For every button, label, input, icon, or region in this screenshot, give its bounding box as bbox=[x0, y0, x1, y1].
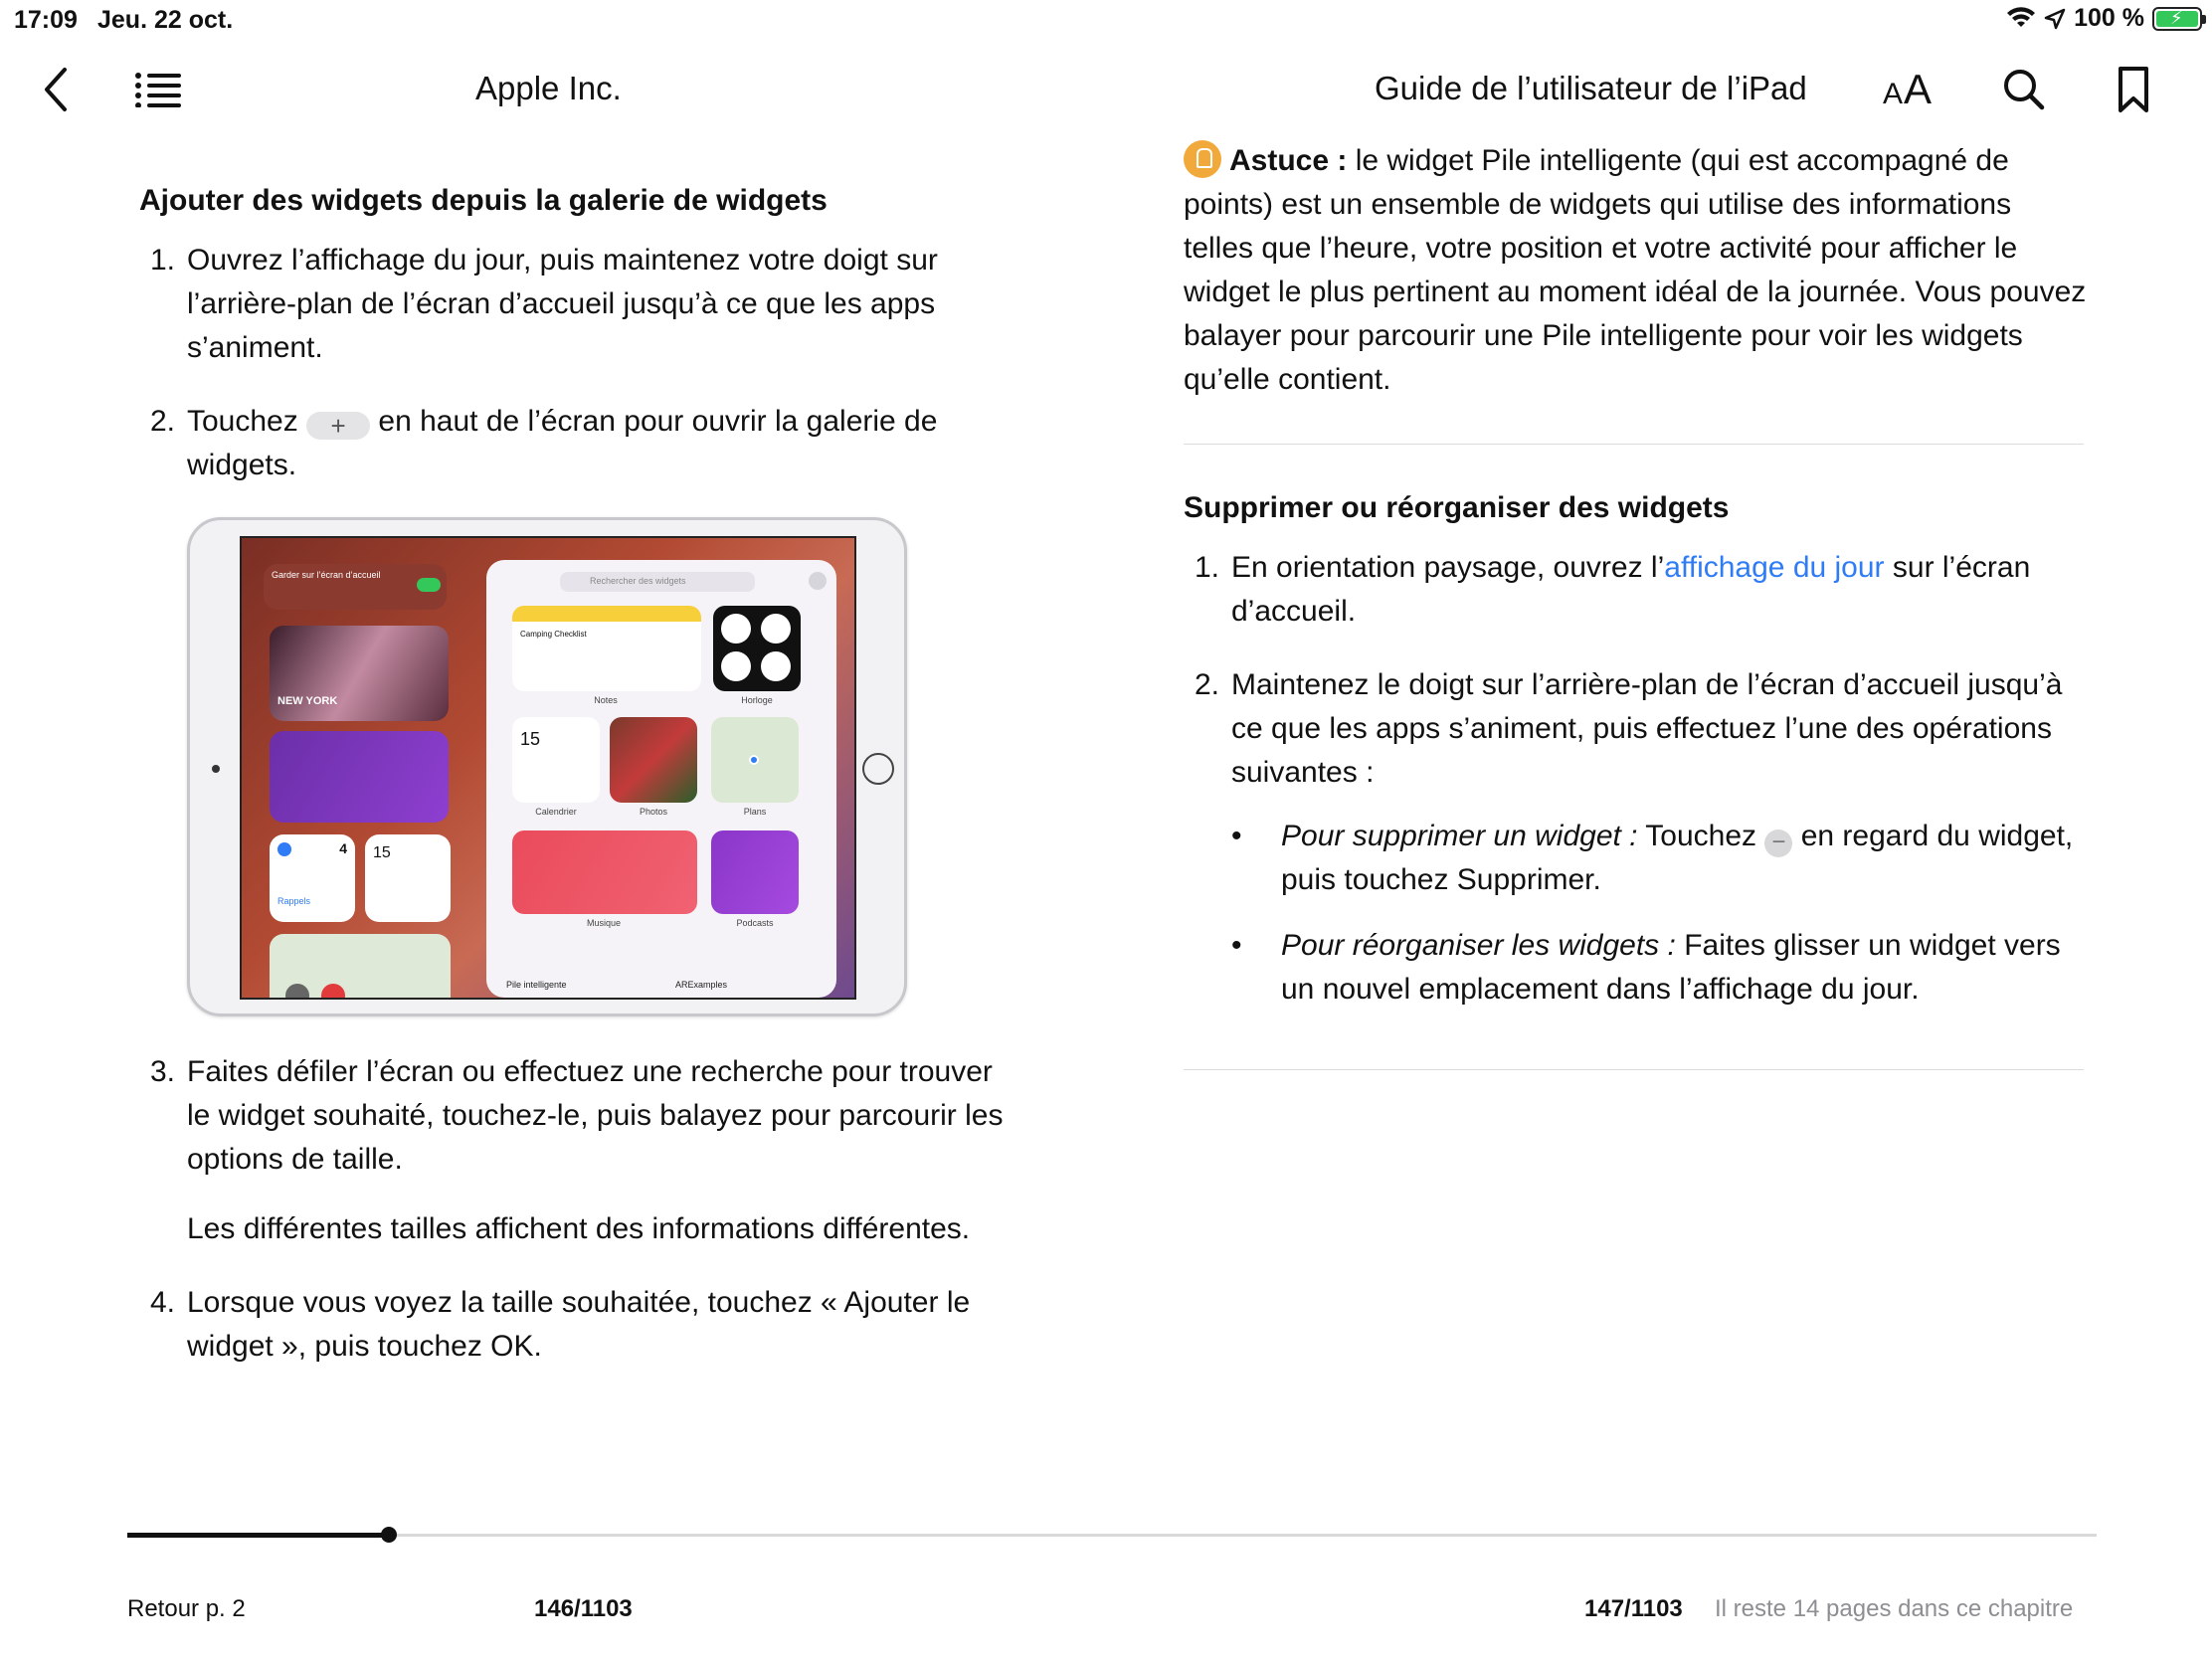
bullet-dot: • bbox=[1231, 929, 1242, 962]
step-item bbox=[139, 1050, 1014, 1182]
battery-percent: 100 % bbox=[2074, 4, 2144, 32]
step-text: En orientation paysage, ouvrez l’affichage du jour sur l’écran d’accueil. bbox=[1231, 551, 2031, 628]
ipad-screen bbox=[240, 536, 856, 1000]
map-widget bbox=[270, 934, 451, 1000]
notes-label: Notes bbox=[594, 695, 618, 705]
step-number: 3. bbox=[149, 1055, 175, 1088]
remove-minus-icon: − bbox=[1764, 830, 1792, 857]
bookmark-icon bbox=[2118, 66, 2149, 113]
gallery-close-icon bbox=[809, 572, 827, 590]
smart-stack-label: Pile intelligente bbox=[506, 980, 567, 990]
step-text: Lorsque vous voyez la taille souhaitée, touchez « Ajouter le widget », puis touchez OK. bbox=[187, 1286, 971, 1363]
step-text: Faites défiler l’écran ou effectuez une recherche pour trouver le widget souhaité, touchez-le, puis balayez pour parcourir les options de taille. bbox=[187, 1055, 1004, 1176]
left-page-number: 146/1103 bbox=[534, 1595, 633, 1622]
search-icon bbox=[2002, 68, 2046, 111]
reader-toolbar bbox=[0, 60, 2212, 119]
step-number: 2. bbox=[149, 405, 175, 438]
widget-gallery-panel bbox=[486, 560, 836, 998]
back-chevron-icon bbox=[43, 67, 69, 112]
step-item bbox=[139, 239, 1014, 370]
step-item bbox=[139, 400, 1014, 487]
bullet-text: Pour réorganiser les widgets : Faites glisser un widget vers un nouvel emplacement dans l’affichage du jour. bbox=[1281, 929, 2061, 1006]
font-size-button[interactable] bbox=[1880, 64, 1936, 115]
clock-label: Horloge bbox=[741, 695, 773, 705]
step-item bbox=[1184, 663, 2089, 795]
divider bbox=[1184, 1069, 2084, 1070]
step-number: 2. bbox=[1194, 668, 1219, 701]
step-text: Touchez + en haut de l’écran pour ouvrir la galerie de widgets. bbox=[187, 405, 938, 481]
divider bbox=[1184, 444, 2084, 445]
podcasts-label: Podcasts bbox=[736, 918, 774, 928]
maps-widget-tile bbox=[711, 717, 799, 803]
right-page-number: 147/1103 bbox=[1584, 1595, 1683, 1622]
tip-paragraph bbox=[1184, 139, 2089, 402]
font-size-icon: AA bbox=[1882, 66, 1934, 112]
step-item bbox=[1184, 546, 2089, 634]
back-button[interactable] bbox=[34, 64, 78, 115]
pages-remaining-text: Il reste 14 pages dans ce chapitre bbox=[1715, 1595, 2074, 1622]
arexamples-label: ARExamples bbox=[675, 980, 728, 990]
chapter-title: Guide de l’utilisateur de l’iPad bbox=[1375, 70, 1807, 106]
calendar-widget-tile: 15 bbox=[512, 717, 600, 803]
status-time: 17:09 bbox=[14, 6, 78, 34]
bullet-text: Pour supprimer un widget : Touchez − en regard du widget, puis touchez Supprimer. bbox=[1281, 820, 2074, 896]
photo-widget: NEW YORK bbox=[270, 626, 449, 721]
music-label: Musique bbox=[586, 918, 622, 928]
podcasts-widget-tile bbox=[711, 830, 799, 914]
battery-fill: ⚡ bbox=[2156, 11, 2198, 27]
calendar-label: Calendrier bbox=[535, 807, 577, 817]
page-scrubber[interactable] bbox=[127, 1534, 2097, 1537]
tip-label: Astuce : bbox=[1229, 144, 1348, 177]
bullet-item bbox=[1231, 924, 2089, 1012]
ipad-camera bbox=[212, 765, 220, 773]
section-heading-remove-widgets: Supprimer ou réorganiser des widgets bbox=[1184, 491, 1730, 524]
status-indicators bbox=[2006, 4, 2202, 33]
add-widget-plus-icon: + bbox=[306, 412, 370, 440]
ipad-home-button bbox=[862, 753, 894, 785]
bookmark-button[interactable] bbox=[2109, 64, 2158, 115]
right-page bbox=[1184, 139, 2089, 1070]
step-text: Ouvrez l’affichage du jour, puis maintenez votre doigt sur l’arrière-plan de l’écran d’accueil jusqu’à ce que les apps s’animent. bbox=[187, 244, 938, 364]
status-date: Jeu. 22 oct. bbox=[97, 6, 234, 34]
table-of-contents-icon bbox=[134, 72, 182, 107]
ipad-widget-gallery-illustration bbox=[187, 517, 907, 1016]
wifi-icon bbox=[2006, 7, 2036, 31]
bullet-dot: • bbox=[1231, 820, 1242, 852]
photos-label: Photos bbox=[639, 807, 668, 817]
clock-widget-tile bbox=[713, 606, 801, 691]
keep-on-home-widget: Garder sur l’écran d’accueil bbox=[264, 564, 447, 610]
status-bar bbox=[0, 0, 2212, 40]
today-view-link[interactable]: affichage du jour bbox=[1664, 551, 1885, 584]
maps-label: Plans bbox=[743, 807, 767, 817]
book-title: Apple Inc. bbox=[475, 70, 622, 106]
section-heading-add-widgets: Ajouter des widgets depuis la galerie de widgets bbox=[139, 184, 828, 217]
step-number: 1. bbox=[1194, 551, 1219, 584]
podcast-widget bbox=[270, 731, 449, 823]
back-to-page-link[interactable]: Retour p. 2 bbox=[127, 1595, 246, 1622]
step-number: 1. bbox=[149, 244, 175, 276]
step-number: 4. bbox=[149, 1286, 175, 1319]
music-widget-tile bbox=[512, 830, 697, 914]
step-text: Maintenez le doigt sur l’arrière-plan de l’écran d’accueil jusqu’à ce que les apps s’animent, puis effectuez l’une des opérations suivantes : bbox=[1231, 668, 2063, 789]
notes-widget-tile: Camping Checklist bbox=[512, 606, 701, 691]
calendar-widget: 15 bbox=[365, 834, 451, 922]
search-button[interactable] bbox=[1999, 64, 2049, 115]
lightbulb-icon bbox=[1184, 140, 1221, 178]
bullet-item bbox=[1231, 815, 2089, 902]
photos-widget-tile bbox=[610, 717, 697, 803]
reminders-widget: 4 Rappels bbox=[270, 834, 355, 922]
tip-text: le widget Pile intelligente (qui est accompagné de points) est un ensemble de widgets qui utilise des informations telles que l’heure, votre position et votre activité pour afficher le widget le plus pertinent au moment idéal de la journée. Vous pouvez balayer pour parcourir une Pile intelligente pour voir les widgets qu’elle contient. bbox=[1184, 144, 2087, 396]
gallery-search: Rechercher des widgets bbox=[560, 572, 755, 592]
step-note: Les différentes tailles affichent des informations différentes. bbox=[187, 1212, 971, 1245]
table-of-contents-button[interactable] bbox=[133, 68, 183, 111]
step-item bbox=[139, 1281, 1014, 1369]
page-scrubber-knob[interactable] bbox=[381, 1527, 397, 1543]
battery-icon bbox=[2152, 7, 2202, 31]
left-page bbox=[139, 179, 1014, 1398]
location-arrow-icon bbox=[2044, 8, 2066, 30]
page-scrubber-fill bbox=[127, 1533, 389, 1538]
